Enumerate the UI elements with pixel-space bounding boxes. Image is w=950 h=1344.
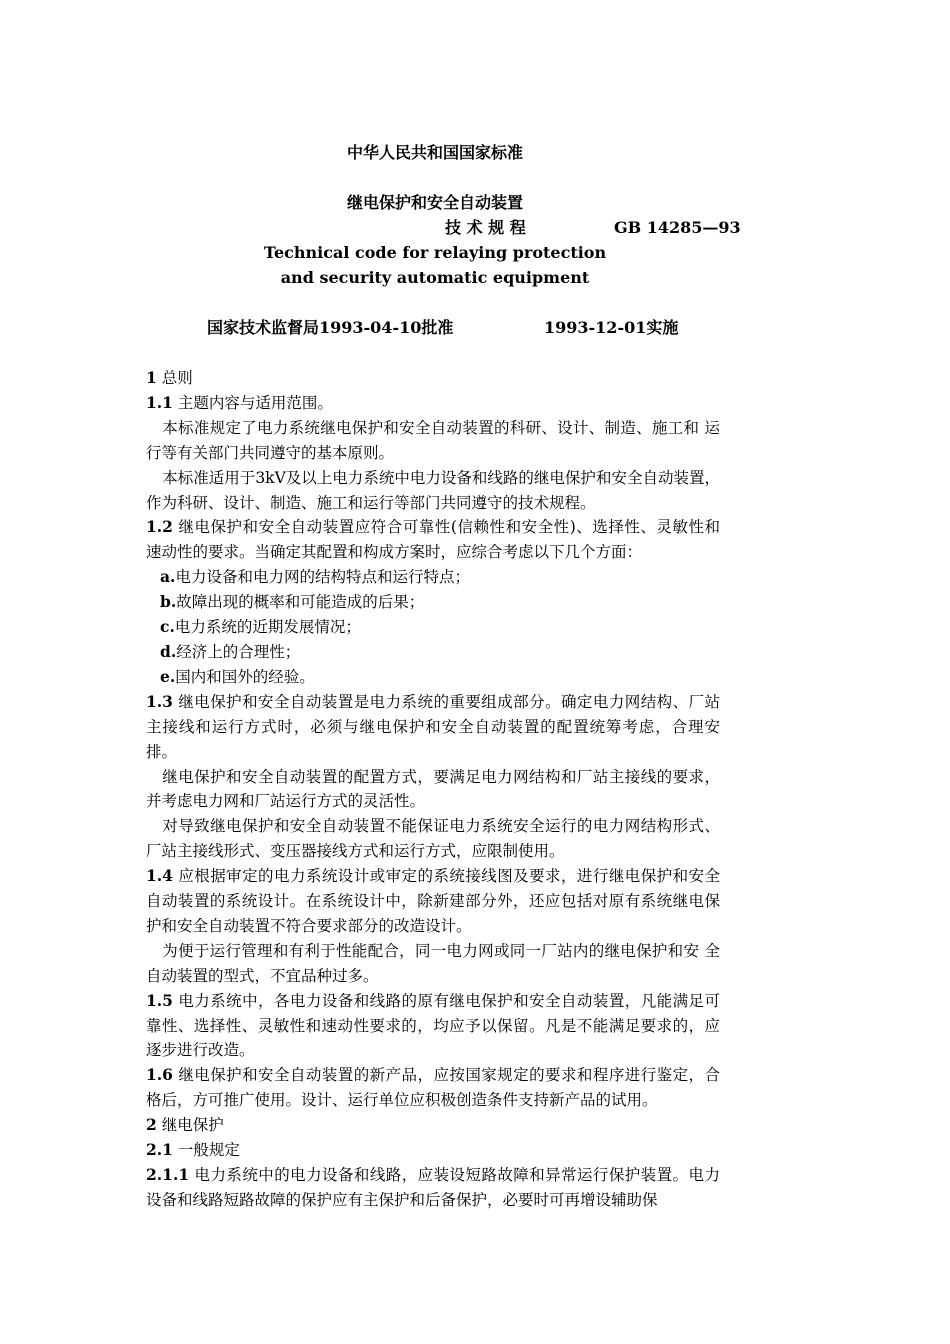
section-1-4: 1.4 应根据审定的电力系统设计或审定的系统接线图及要求，进行继电保护和安全 自动装置的系统设计。在系统设计中，除新建部分外，还应包括对原有系统继电保 护和安全自动装置不符合要求部分的改造设计。 bbox=[146, 866, 720, 935]
english-title-line1: Technical code for relaying protection bbox=[263, 243, 607, 262]
section-1-6: 1.6 继电保护和安全自动装置的新产品，应按国家规定的要求和程序进行鉴定，合 格后，方可推广使用。设计、运行单位应积极创造条件支持新产品的试用。 bbox=[146, 1065, 720, 1110]
document-title: 继电保护和安全自动装置 bbox=[346, 193, 523, 212]
paragraph: 对导致继电保护和安全自动装置不能保证电力系统安全运行的电力网结构形式、厂站主接线形式、变压器接线方式和运行方式，应限制使用。 bbox=[146, 817, 720, 861]
section-1-heading: 1 总则 bbox=[146, 368, 193, 387]
paragraph: 为便于运行管理和有利于性能配合，同一电力网或同一厂站内的继电保护和安 全自动装置的型式，不宜品种过多。 bbox=[146, 941, 720, 985]
section-1-2: 1.2 继电保护和安全自动装置应符合可靠性(信赖性和安全性)、选择性、灵敏性和 速动性的要求。当确定其配置和构成方案时，应综合考虑以下几个方面： bbox=[146, 517, 720, 562]
document-subtitle: 技 术 规 程 bbox=[445, 218, 526, 237]
list-item: b.故障出现的概率和可能造成的后果； bbox=[160, 592, 425, 612]
english-title-line2: and security automatic equipment bbox=[280, 268, 590, 287]
section-2-1-1: 2.1.1 电力系统中的电力设备和线路，应装设短路故障和异常运行保护装置。电力 设备和线路短路故障的保护应有主保护和后备保护，必要时可再增设辅助保 bbox=[146, 1165, 720, 1209]
considerations-list bbox=[146, 565, 720, 690]
list-item: a.电力设备和电力网的结构特点和运行特点； bbox=[160, 567, 470, 587]
list-item: c.电力系统的近期发展情况； bbox=[160, 617, 361, 637]
paragraph: 本标准适用于3kV及以上电力系统中电力设备和线路的继电保护和安全自动装置，作为科研、设计、制造、施工和运行等部门共同遵守的技术规程。 bbox=[146, 468, 720, 512]
section-1-1-heading: 1.1 主题内容与适用范围。 bbox=[146, 392, 333, 412]
list-item: e.国内和国外的经验。 bbox=[160, 666, 315, 686]
list-item: d.经济上的合理性； bbox=[160, 641, 301, 661]
effective-date: 1993-12-01实施 bbox=[544, 318, 679, 337]
paragraph: 继电保护和安全自动装置的配置方式，要满足电力网结构和厂站主接线的要求，并考虑电力网和厂站运行方式的灵活性。 bbox=[146, 767, 720, 811]
paragraph: 本标准规定了电力系统继电保护和安全自动装置的科研、设计、制造、施工和 运行等有关部门共同遵守的基本原则。 bbox=[146, 418, 720, 462]
section-1-5: 1.5 电力系统中，各电力设备和线路的原有继电保护和安全自动装置，凡能满足可 靠性、选择性、灵敏性和速动性要求的，均应予以保留。凡是不能满足要求的，应 逐步进行改造。 bbox=[146, 990, 720, 1060]
section-2-1-heading: 2.1 一般规定 bbox=[146, 1140, 240, 1160]
section-1-3: 1.3 继电保护和安全自动装置是电力系统的重要组成部分。确定电力网结构、厂站 主接线和运行方式时，必须与继电保护和安全自动装置的配置统筹考虑，合理安 排。 bbox=[146, 691, 720, 761]
section-2-heading: 2 继电保护 bbox=[146, 1115, 224, 1135]
standard-number: GB 14285—93 bbox=[614, 218, 741, 237]
document-body bbox=[146, 366, 720, 1213]
national-standard-heading: 中华人民共和国国家标准 bbox=[346, 143, 523, 162]
approval-date: 国家技术监督局1993-04-10批准 bbox=[207, 318, 454, 337]
